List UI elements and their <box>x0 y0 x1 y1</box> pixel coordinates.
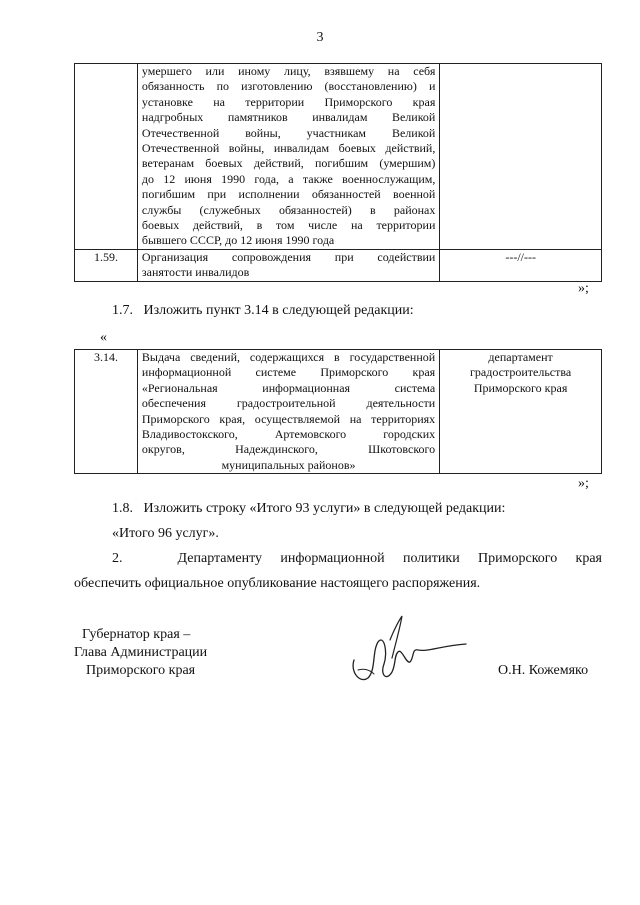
table-cell-number: 3.14. <box>75 350 138 474</box>
text-line: до 12 июня 1990 года, а также военнослужащим, <box>141 171 436 186</box>
handwritten-signature <box>340 612 480 694</box>
table-cell-number <box>75 64 138 250</box>
text-line: службы (служебных обязанностей) в районах <box>141 202 436 217</box>
text-line: градостроительства <box>469 365 572 380</box>
table-cell-department: ---//--- <box>440 249 602 281</box>
text-line: ветеранам боевых действий, погибшим (умершим) <box>141 156 436 171</box>
table-cell-department <box>440 64 602 250</box>
page-number: 3 <box>316 30 324 45</box>
item-1-7: 1.7. Изложить пункт 3.14 в следующей редакции: <box>112 303 414 318</box>
text-line: бывшего СССР, до 12 июня 1990 года <box>141 233 335 248</box>
text-line: департамент <box>488 350 553 364</box>
item-2-line: 2. Департаменту информационной политики Приморского края <box>112 551 602 566</box>
table-cell-department <box>440 350 602 474</box>
opening-quote: « <box>100 330 107 345</box>
text-line: погибшим при исполнении обязанностей военной <box>141 187 436 202</box>
table-row <box>75 350 602 474</box>
text-line: Отечественной войны, инвалидам боевых действий, <box>141 141 436 156</box>
text-line: Приморского края, осуществляемой на территориях <box>141 411 436 426</box>
text-line: «Региональная информационная система <box>141 380 436 395</box>
closing-quote: »; <box>578 281 589 296</box>
text-line: умершего или иному лицу, взявшему на себя <box>141 64 436 78</box>
text-line: Приморского края <box>473 380 568 395</box>
title-line: Губернатор края – <box>82 627 191 642</box>
item-1-8: 1.8. Изложить строку «Итого 93 услуги» в следующей редакции: <box>112 501 506 516</box>
text-line: Организация сопровождения при содействии <box>141 249 436 264</box>
text-line: обеспечения градостроительной деятельности <box>141 396 436 411</box>
table-row <box>75 64 602 250</box>
table-cell-number: 1.59. <box>75 249 138 281</box>
text-line: надгробных памятников инвалидам Великой <box>141 110 436 125</box>
text-line: установке на территории Приморского края <box>141 94 436 109</box>
signatory-title <box>74 626 234 680</box>
text-line: боевых действий, в том числе на территории <box>141 218 436 233</box>
text-line: занятости инвалидов <box>141 265 250 280</box>
service-3-14-table <box>74 349 602 474</box>
title-line: Глава Администрации <box>74 645 208 660</box>
title-line: Приморского края <box>86 663 196 678</box>
text-line: Отечественной войны, участникам Великой <box>141 125 436 140</box>
table-cell-service <box>137 350 439 474</box>
closing-quote: »; <box>578 476 589 491</box>
item-2-line: обеспечить официальное опубликование настоящего распоряжения. <box>74 576 481 591</box>
total-line: «Итого 96 услуг». <box>112 526 219 541</box>
services-table-continued <box>74 63 602 282</box>
text-line: обязанность по изготовлению (восстановлению) и <box>141 79 436 94</box>
text-line: информационной системе Приморского края <box>141 365 436 380</box>
signatory-name: О.Н. Кожемяко <box>498 663 589 678</box>
table-cell-service <box>137 64 439 250</box>
text-line: муниципальных районов» <box>221 457 356 472</box>
text-line: округов, Надеждинского, Шкотовского <box>141 442 436 457</box>
table-cell-service <box>137 249 439 281</box>
table-row <box>75 249 602 281</box>
text-line: Владивостокского, Артемовского городских <box>141 427 436 442</box>
text-line: Выдача сведений, содержащихся в государственной <box>141 350 436 364</box>
